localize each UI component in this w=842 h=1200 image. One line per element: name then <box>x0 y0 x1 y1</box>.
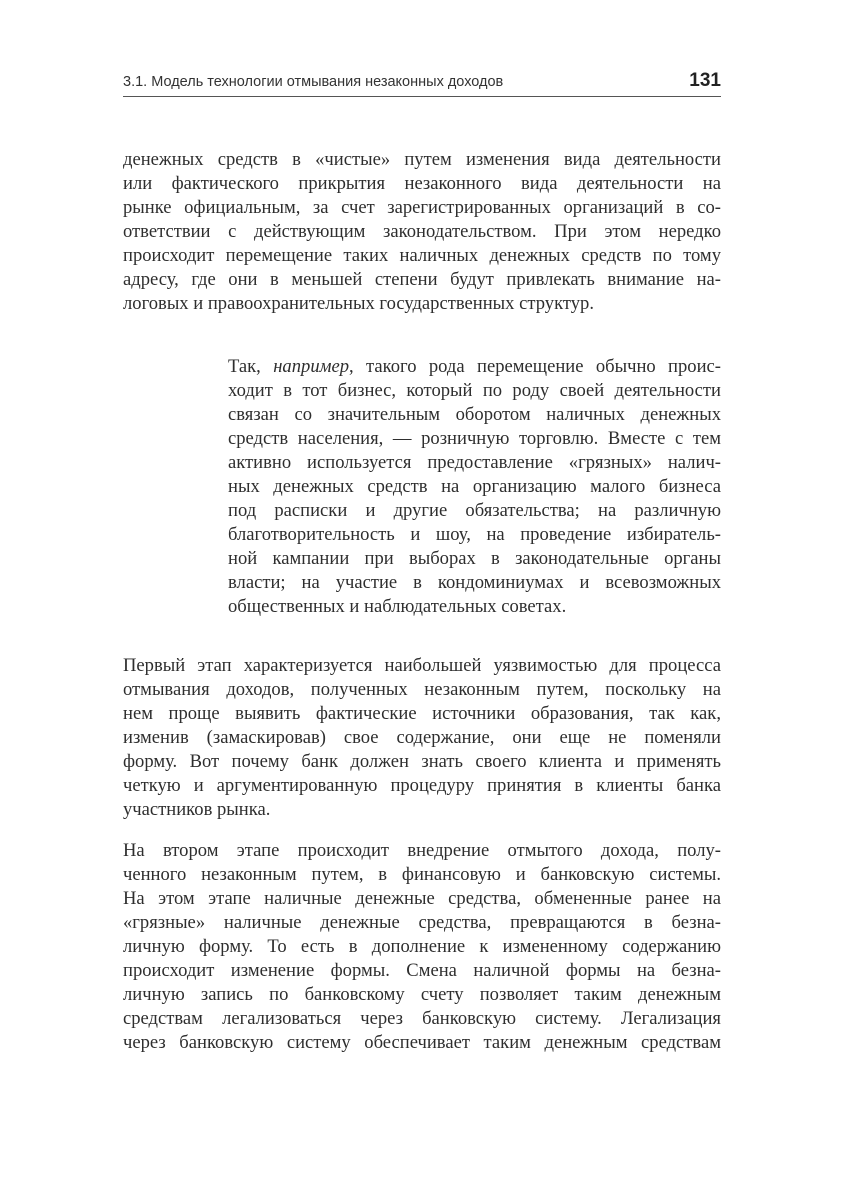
text-line: нем проще выявить фактические источники образования, так как, <box>123 703 721 724</box>
quote-prefix: Так, <box>228 356 274 377</box>
paragraph-continuation <box>123 148 721 316</box>
text-line: На этом этапе наличные денежные средства, обмененные ранее на <box>123 888 721 909</box>
text-line: благотворительность и шоу, на проведение избиратель- <box>228 524 721 545</box>
text-line: участников рынка. <box>123 799 271 820</box>
text-line: ответствии с действующим законодательством. При этом нередко <box>123 221 721 242</box>
quote-suffix: , такого рода перемещение обычно проис- <box>349 356 721 377</box>
text-line: денежных средств в «чистые» путем изменения вида деятельности <box>123 149 721 170</box>
text-line: общественных и наблюдательных советах. <box>228 596 567 617</box>
running-header <box>123 70 721 97</box>
text-line: или фактического прикрытия незаконного вида деятельности на <box>123 173 721 194</box>
text-line: средств населения, — розничную торговлю. Вместе с тем <box>228 428 721 449</box>
text-line: «грязные» наличные денежные средства, превращаются в безна- <box>123 912 721 933</box>
example-block <box>228 355 721 619</box>
text-line <box>228 355 721 379</box>
text-line: активно используется предоставление «грязных» налич- <box>228 452 721 473</box>
emphasis-text: например <box>273 356 350 377</box>
text-line: На втором этапе происходит внедрение отмытого дохода, полу- <box>123 840 721 861</box>
text-line: форму. Вот почему банк должен знать своего клиента и применять <box>123 751 721 772</box>
running-title: 3.1. Модель технологии отмывания незаконных доходов <box>123 74 504 90</box>
text-line: под расписки и другие обязательства; на различную <box>228 500 721 521</box>
text-line: власти; на участие в кондоминиумах и всевозможных <box>228 572 721 593</box>
text-line: через банковскую систему обеспечивает таким денежным средствам <box>123 1032 721 1053</box>
text-line: рынке официальным, за счет зарегистрированных организаций в со- <box>123 197 721 218</box>
paragraph-first-stage <box>123 654 721 822</box>
text-line: адресу, где они в меньшей степени будут привлекать внимание на- <box>123 269 721 290</box>
text-line: личную форму. То есть в дополнение к измененному содержанию <box>123 936 721 957</box>
text-line: четкую и аргументированную процедуру принятия в клиенты банка <box>123 775 721 796</box>
text-line: изменив (замаскировав) свое содержание, они еще не поменяли <box>123 727 721 748</box>
page-number: 131 <box>689 70 721 91</box>
paragraph-second-stage <box>123 839 721 1055</box>
text-line: личную запись по банковскому счету позволяет таким денежным <box>123 984 721 1005</box>
text-line: ченного незаконным путем, в финансовую и банковскую системы. <box>123 864 721 885</box>
text-line: Первый этап характеризуется наибольшей уязвимостью для процесса <box>123 655 721 676</box>
text-line: ходит в тот бизнес, который по роду своей деятельности <box>228 380 721 401</box>
text-line: ной кампании при выборах в законодательные органы <box>228 548 721 569</box>
text-line: логовых и правоохранительных государственных структур. <box>123 293 594 314</box>
text-line: происходит перемещение таких наличных денежных средств по тому <box>123 245 721 266</box>
text-line: отмывания доходов, полученных незаконным путем, поскольку на <box>123 679 721 700</box>
text-line: средствам легализоваться через банковскую систему. Легализация <box>123 1008 721 1029</box>
text-line: ных денежных средств на организацию малого бизнеса <box>228 476 721 497</box>
text-line: связан со значительным оборотом наличных денежных <box>228 404 721 425</box>
text-line: происходит изменение формы. Смена наличной формы на безна- <box>123 960 721 981</box>
